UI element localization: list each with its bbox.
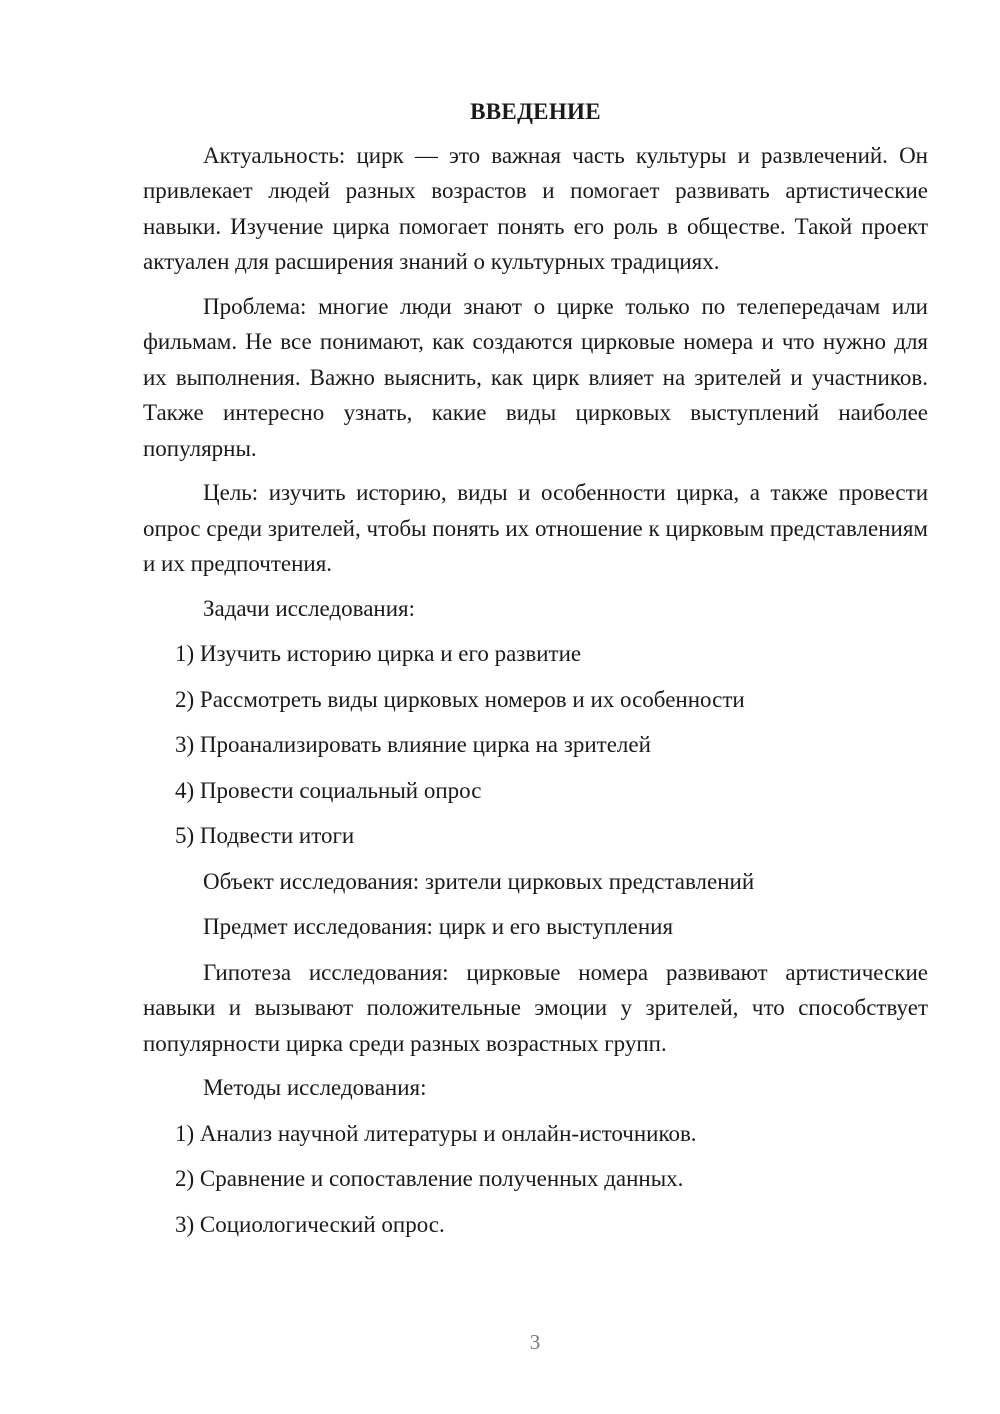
task-item: 2) Рассмотреть виды цирковых номеров и их особенности: [175, 686, 745, 712]
page-content: [143, 94, 928, 1252]
problem-paragraph: Проблема: многие люди знают о цирке только по телепередачам или фильмам. Не все понимают, как создаются цирковые номера и что нужно для их выполнения. Важно выяснить, как цирк влияет на зрителей и участников. Также интересно узнать, какие виды цирковых выступлений наиболее популярны.: [143, 293, 928, 461]
task-item: 1) Изучить историю цирка и его развитие: [175, 641, 582, 666]
page-number: 3: [529, 1330, 541, 1354]
tasks-heading: Задачи исследования:: [203, 595, 416, 621]
subject-line: Предмет исследования: цирк и его выступления: [203, 914, 674, 939]
methods-heading: Методы исследования:: [203, 1075, 427, 1100]
relevance-paragraph: Актуальность: цирк — это важная часть культуры и развлечений. Он привлекает людей разных возрастов и помогает развивать артистические навыки. Изучение цирка помогает понять его роль в обществе. Такой проект актуален для расширения знаний о культурных традициях.: [143, 142, 928, 274]
object-line: Объект исследования: зрители цирковых представлений: [203, 868, 755, 894]
task-item: 5) Подвести итоги: [175, 823, 355, 848]
section-title: ВВЕДЕНИЕ: [470, 99, 601, 124]
method-item: 2) Сравнение и сопоставление полученных данных.: [175, 1166, 684, 1191]
hypothesis-paragraph: Гипотеза исследования: цирковые номера развивают артистические навыки и вызывают положительные эмоции у зрителей, что способствует популярности цирка среди разных возрастных групп.: [143, 959, 928, 1056]
method-item: 3) Социологический опрос.: [175, 1211, 445, 1237]
method-item: 1) Анализ научной литературы и онлайн-источников.: [175, 1120, 697, 1146]
task-item: 3) Проанализировать влияние цирка на зрителей: [175, 732, 651, 757]
goal-paragraph: Цель: изучить историю, виды и особенности цирка, а также провести опрос среди зрителей, чтобы понять их отношение к цирковым представлениям и их предпочтения.: [143, 480, 928, 576]
task-item: 4) Провести социальный опрос: [175, 777, 482, 803]
